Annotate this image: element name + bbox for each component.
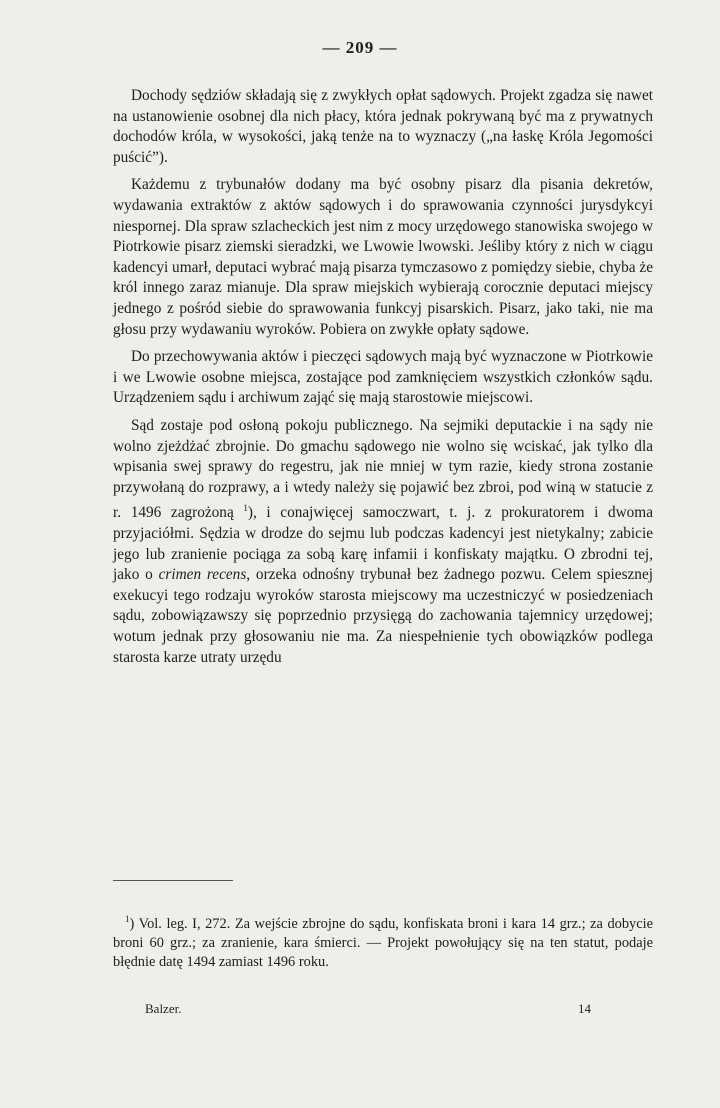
main-text <box>113 86 653 675</box>
paragraph-3: Do przechowywania aktów i pieczęci sądowych mają być wyznaczone w Piotrkowie i we Lwowie osobne miejsca, zostające pod zamknięciem wszystkich członków sądu. Urządzeniem sądu i archiwum zająć się mają starostowie miejscowi. <box>113 348 653 407</box>
footnote-reference: 1 <box>243 503 248 514</box>
sheet-number: 14 <box>578 1001 591 1016</box>
footnote-mark: 1 <box>125 914 130 924</box>
footnote-divider <box>113 880 233 881</box>
paragraph-4-part-1: Sąd zostaje pod osłoną pokoju publicznego. Na sejmiki deputackie i na sądy nie wolno zjeżdżać zbrojnie. Do gmachu sądowego nie wolno się wciskać, jak tylko dla wpisania swej sprawy do regestru, jak nie mniej w tym razie, kiedy strona zostanie przywołaną do rozprawy, a i wtedy należy się pojawić bez zbroi, pod winą w statucie z r. 1496 zagrożoną <box>113 416 653 522</box>
printer-signature: Balzer. <box>145 1001 182 1016</box>
paragraph-2: Każdemu z trybunałów dodany ma być osobny pisarz dla pisania dekretów, wydawania extraktów z aktów sądowych i do sprawowania czynności jurysdykcyi niespornej. Dla spraw szlacheckich jest nim z mocy urzędowego stanowiska swojego w Piotrkowie pisarz ziemski sieradzki, we Lwowie lwowski. Jeśliby który z nich w ciągu kadencyi umarł, deputaci wybrać mają pisarza tymczasowo z pomiędzy siebie, chyba że król innego zaraz mianuje. Dla spraw miejskich wybierają corocznie deputaci miejscy jednego z pośród siebie do sprawowania funkcyj pisarskich. Pisarz, jako taki, nie ma głosu przy wydawaniu wyroków. Pobiera on zwykłe opłaty sądowe. <box>113 176 653 338</box>
footnote-1 <box>113 910 653 972</box>
latin-phrase: crimen recens <box>158 566 247 584</box>
paragraph-4 <box>113 416 653 668</box>
footnotes <box>113 910 653 972</box>
paragraph-1: Dochody sędziów składają się z zwykłych opłat sądowych. Projekt zgadza się nawet na ustanowienie osobnej dla nich płacy, która jednak pokrywaną być ma z prywatnych dochodów króla, w wysokości, jaką tenże na to wyznaczy („na łaskę Króla Jegomości puścić”). <box>113 87 653 166</box>
footnote-text: ) Vol. leg. I, 272. Za wejście zbrojne do sądu, konfiskata broni i kara 14 grz.; za dobycie broni 60 grz.; za zranienie, kara śmierci. — Projekt powołujący się na ten statut, podaje błędnie datę 1494 zamiast 1496 roku. <box>113 915 653 970</box>
page-number-header: — 209 — <box>322 38 398 57</box>
paragraph-4-part-3: , orzeka odnośny trybunał bez żadnego pozwu. Celem spiesznej exekucyi tego rodzaju wyroków starosta miejscowy ma uczestniczyć w posiedzeniach sądu, zobowiązawszy się poprzednio przysięgą do zachowania tajemnicy urzędowej; wotum jednak przy głosowaniu nie ma. Za niespełnienie tych obowiązków podlega starosta karze utraty urzędu <box>113 566 653 666</box>
paragraph-4-part-2: ), i conajwięcej samoczwart, t. j. z prokuratorem i dwoma przyjaciółmi. Sędzia w drodze do sejmu lub podczas kadencyi jest nietykalny; zabicie jego lub zranienie pociąga za sobą karę infamii i konfiskaty majątku. O zbrodni tej, jako o <box>113 504 653 584</box>
